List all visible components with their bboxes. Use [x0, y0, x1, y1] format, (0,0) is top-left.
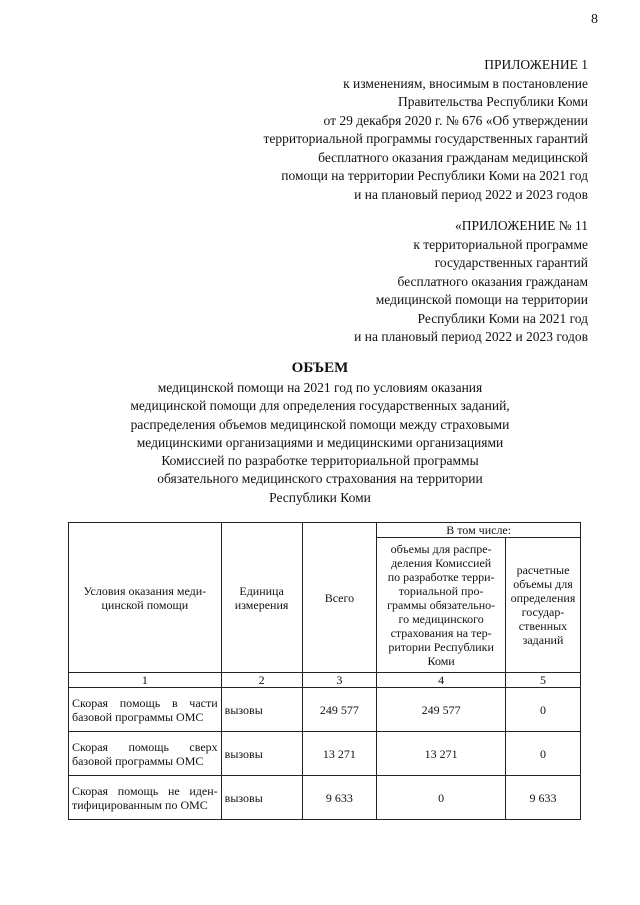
row-state-tasks: 0	[505, 732, 580, 776]
annex-11-header	[354, 217, 588, 347]
column-number: 1	[69, 673, 222, 688]
annex-11-line: «ПРИЛОЖЕНИЕ № 11	[454, 218, 588, 233]
annex-1-line: ПРИЛОЖЕНИЕ 1	[484, 57, 588, 72]
volume-table	[68, 522, 581, 820]
row-state-tasks: 9 633	[505, 776, 580, 820]
subtitle-line: распределения объемов медицинской помощи между страховыми	[130, 416, 510, 432]
annex-11-line: и на плановый период 2022 и 2023 годов	[354, 329, 588, 344]
row-unit: вызовы	[221, 688, 302, 732]
annex-1-line: к изменениям, вносимым в постановление	[343, 75, 588, 91]
column-number: 3	[302, 673, 377, 688]
subtitle-line: медицинской помощи на 2021 год по условиям оказания	[157, 380, 483, 395]
annex-1-line: Правительства Республики Коми	[397, 94, 588, 109]
annex-1-line: бесплатного оказания гражданам медицинской	[318, 149, 588, 165]
header-conditions: Условия оказания меди- цинской помощи	[69, 523, 222, 673]
row-total: 249 577	[302, 688, 377, 732]
annex-1-header	[264, 56, 588, 204]
annex-11-line: бесплатного оказания гражданам	[397, 273, 588, 289]
annex-1-line: помощи на территории Республики Коми на 2021 год	[281, 168, 588, 183]
document-subtitle	[0, 379, 640, 507]
row-unit: вызовы	[221, 732, 302, 776]
table-row	[69, 776, 581, 820]
subtitle-line: обязательного медицинского страхования на территории	[157, 471, 483, 487]
header-commission-volumes: объемы для распре- деления Комиссией по разработке терри- ториальной про- граммы обязательно- го медицинского страхования на тер- ритории Республики Коми	[377, 538, 506, 673]
row-unit: вызовы	[221, 776, 302, 820]
header-state-task-volumes: расчетные объемы для определения государ- ственных заданий	[505, 538, 580, 673]
subtitle-line: Республики Коми	[269, 489, 371, 505]
page-number: 8	[591, 12, 598, 27]
annex-11-line: Республики Коми на 2021 год	[417, 310, 588, 326]
subtitle-line: медицинской помощи для определения государственных заданий,	[130, 398, 510, 414]
subtitle-line: медицинскими организациями и медицинскими организациями	[136, 434, 504, 450]
header-including: В том числе:	[377, 523, 581, 538]
row-condition: Скорая помощь не иден-тифицированным по ОМС	[69, 776, 222, 820]
annex-1-line: и на плановый период 2022 и 2023 годов	[354, 186, 588, 202]
column-number: 5	[505, 673, 580, 688]
column-number: 4	[377, 673, 506, 688]
table-row	[69, 688, 581, 732]
subtitle-line: Комиссией по разработке территориальной программы	[161, 453, 479, 469]
annex-1-line: территориальной программы государственных гарантий	[263, 131, 588, 146]
row-commission: 0	[377, 776, 506, 820]
column-number: 2	[221, 673, 302, 688]
row-condition: Скорая помощь сверх базовой программы ОМС	[69, 732, 222, 776]
table-row	[69, 732, 581, 776]
annex-11-line: медицинской помощи на территории	[375, 292, 588, 307]
row-condition: Скорая помощь в части базовой программы ОМС	[69, 688, 222, 732]
header-total: Всего	[302, 523, 377, 673]
document-title: ОБЪЕМ	[291, 360, 349, 376]
row-commission: 13 271	[377, 732, 506, 776]
row-total: 13 271	[302, 732, 377, 776]
row-total: 9 633	[302, 776, 377, 820]
annex-11-line: к территориальной программе	[413, 236, 588, 252]
annex-1-line: от 29 декабря 2020 г. № 676 «Об утверждении	[323, 112, 588, 128]
row-commission: 249 577	[377, 688, 506, 732]
header-unit: Единица измерения	[221, 523, 302, 673]
row-state-tasks: 0	[505, 688, 580, 732]
annex-11-line: государственных гарантий	[434, 255, 588, 270]
